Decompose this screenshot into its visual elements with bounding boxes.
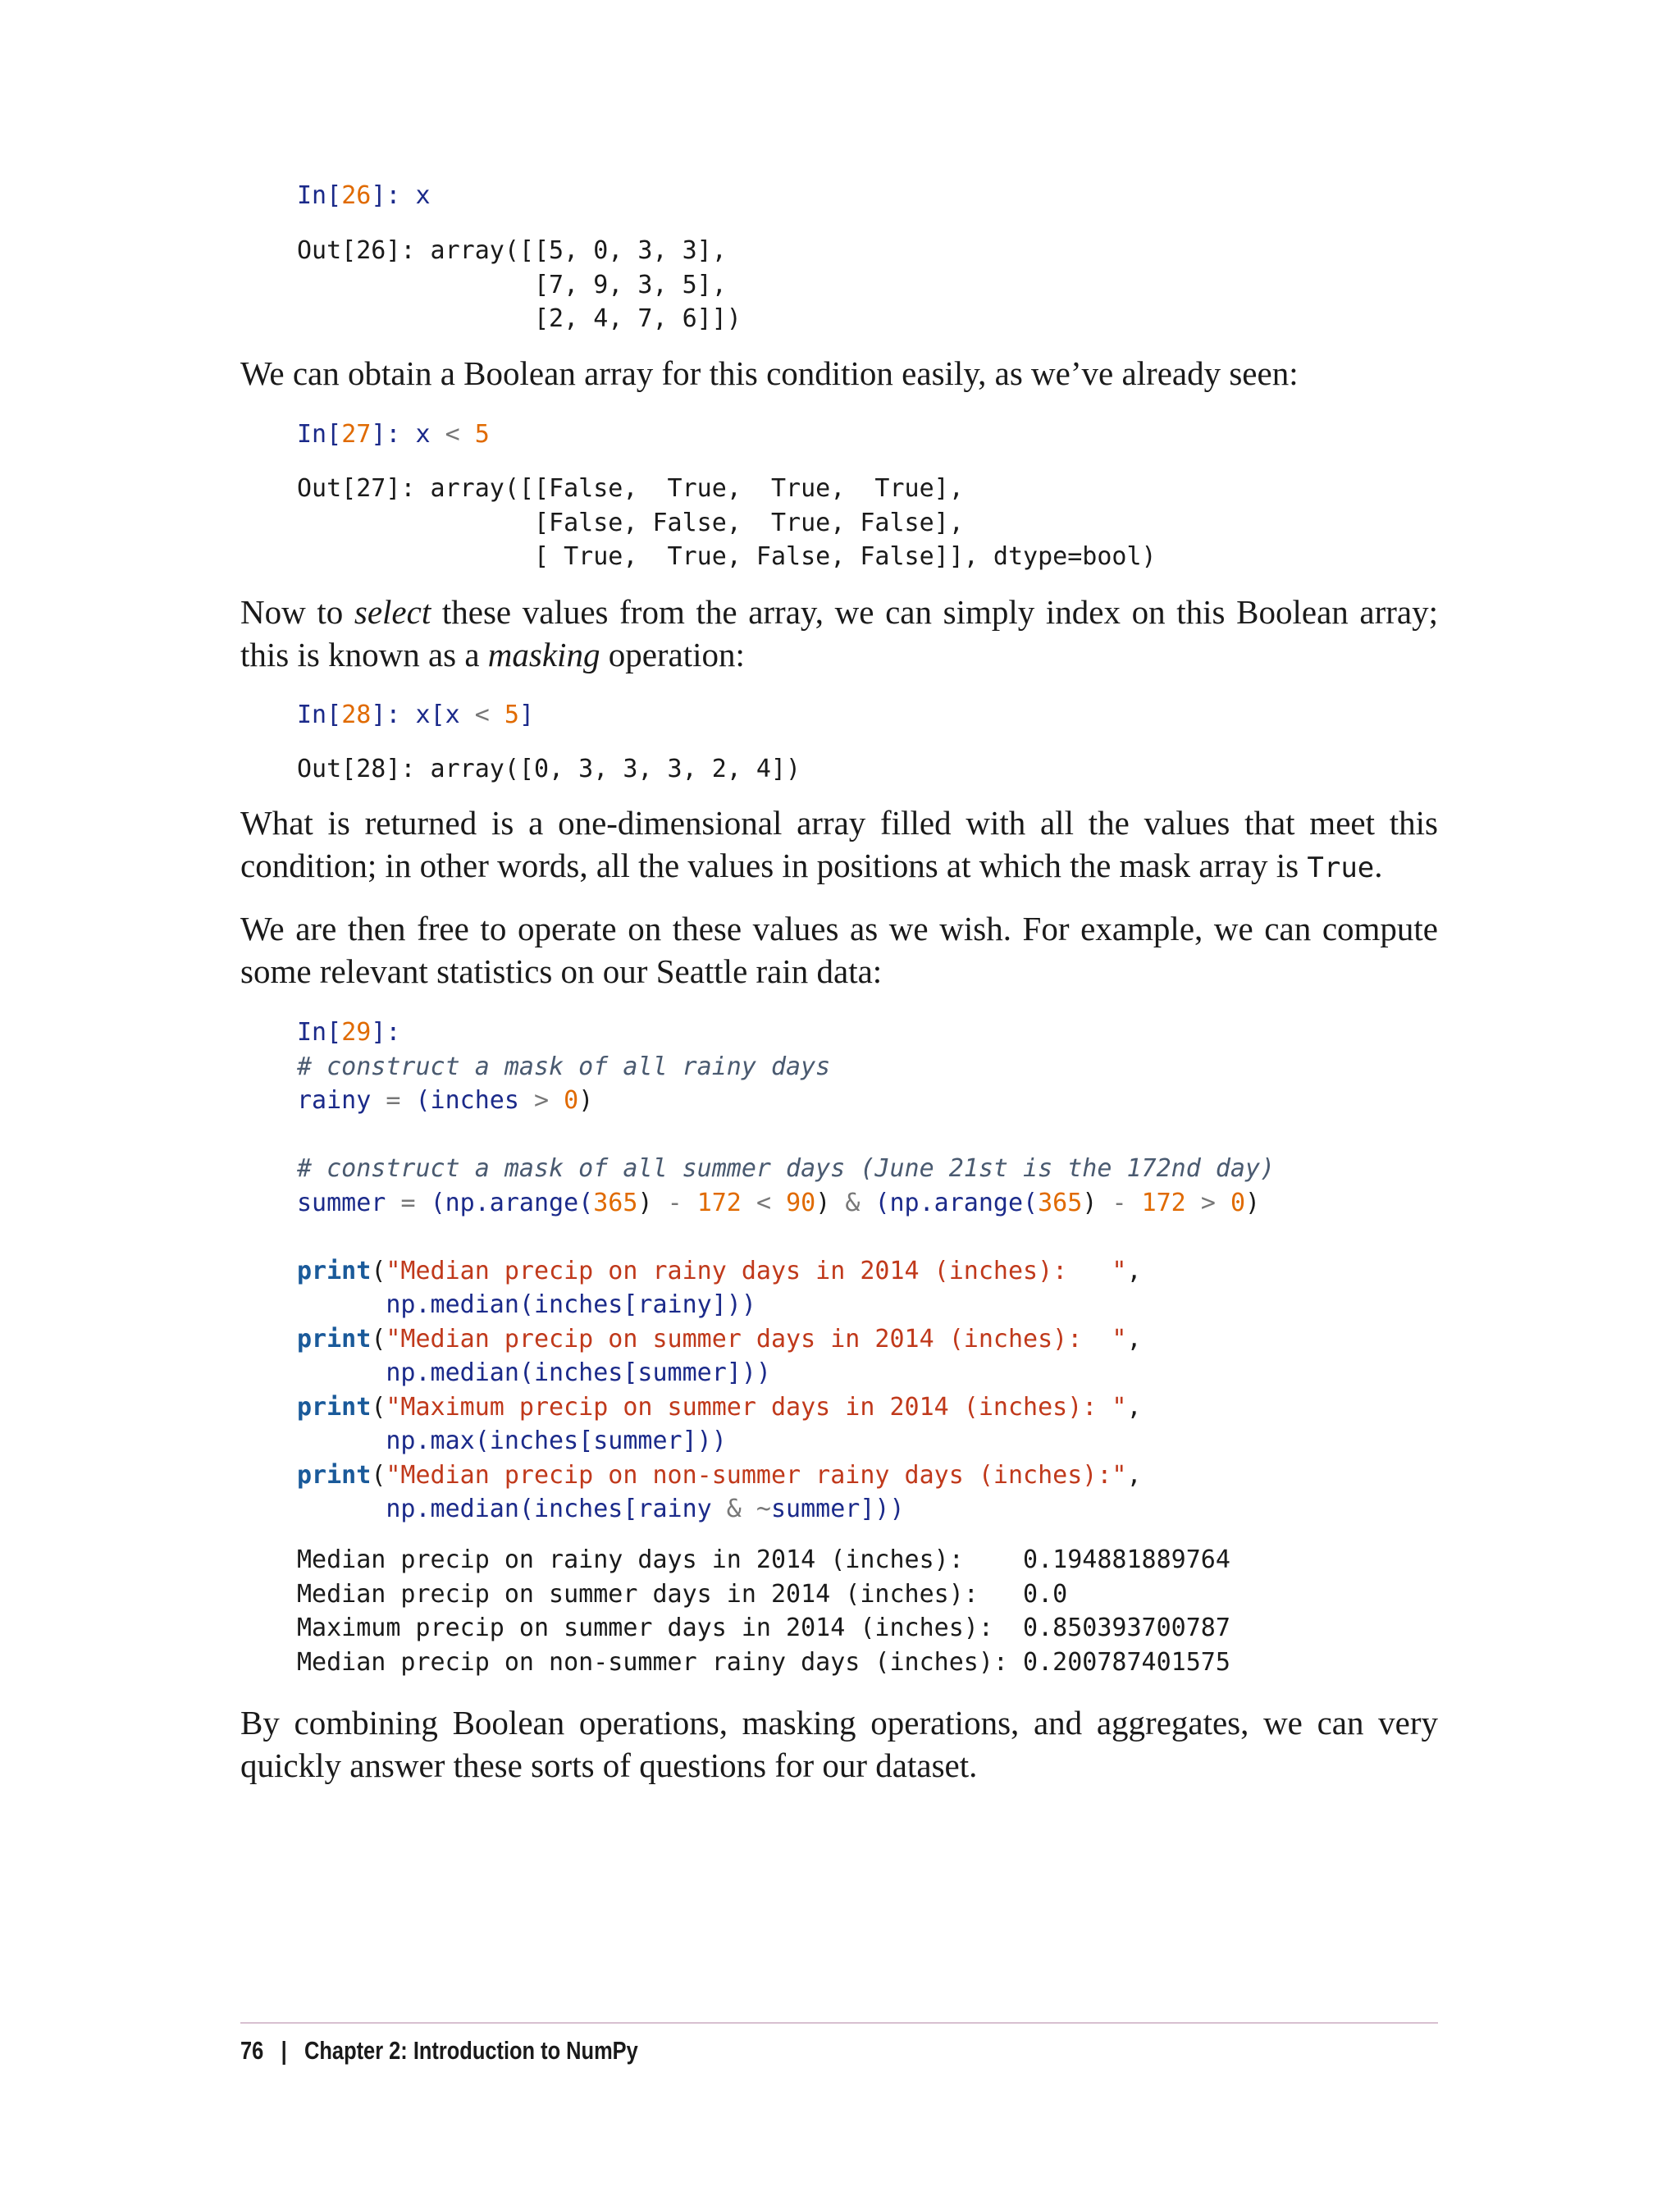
- code-out-29: Median precip on rainy days in 2014 (inches): 0.194881889764 Median precip on summer days in 2014 (inches): 0.0 Maximum precip on summer days in 2014 (inches): 0.850393700787 Median precip on non-summer rainy days (inches): 0.200787401575: [297, 1545, 1230, 1677]
- paragraph-one-dimensional: What is returned is a one-dimensional array filled with all the values that meet this condition; in other words, all the values in positions at which the mask array is True.: [240, 804, 1438, 884]
- paragraph-conclusion: By combining Boolean operations, masking operations, and aggregates, we can very quickly answer these sorts of questions for our dataset.: [240, 1704, 1438, 1784]
- chapter-title: Chapter 2: Introduction to NumPy: [304, 2036, 638, 2065]
- footer-separator: |: [281, 2036, 287, 2065]
- page-footer: [240, 2033, 638, 2069]
- footer-rule: [240, 2022, 1438, 2024]
- code-in-26: In[26]: x: [297, 181, 431, 210]
- code-out-26: Out[26]: array([[5, 0, 3, 3], [7, 9, 3, 5], [2, 4, 7, 6]]): [297, 236, 742, 333]
- page-number: 76: [240, 2036, 264, 2065]
- code-in-27: In[27]: x < 5: [297, 420, 490, 449]
- paragraph-boolean-array: We can obtain a Boolean array for this condition easily, as we’ve already seen:: [240, 354, 1299, 392]
- code-out-28: Out[28]: array([0, 3, 3, 3, 2, 4]): [297, 755, 801, 783]
- code-in-28: In[28]: x[x < 5]: [297, 701, 534, 729]
- code-in-29: In[29]: # construct a mask of all rainy days rainy = (inches > 0) # construct a mask of all summer days (June 21st is the 172nd day) summer = (np.arange(365) - 172 < 90) & (np.arange(365) - 172 > 0) print("Median precip on rainy days in 2014 (inches): ", np.median(inches[rainy])) print("Median precip on summer days in 2014 (inches): ", np.median(inches[summer])) print("Maximum precip on summer days in 2014 (inches): ", np.max(inches[summer])) print("Median precip on non-summer rainy days (inches):", np.median(inches[rainy & ~summer])): [297, 1018, 1276, 1523]
- paragraph-statistics: We are then free to operate on these values as we wish. For example, we can compute some relevant statistics on our Seattle rain data:: [240, 910, 1438, 990]
- code-out-27: Out[27]: array([[False, True, True, True], [False, False, True, False], [ True, True, False, False]], dtype=bool): [297, 474, 1157, 571]
- paragraph-masking: Now to select these values from the array, we can simply index on this Boolean array; this is known as a masking operation:: [240, 593, 1438, 673]
